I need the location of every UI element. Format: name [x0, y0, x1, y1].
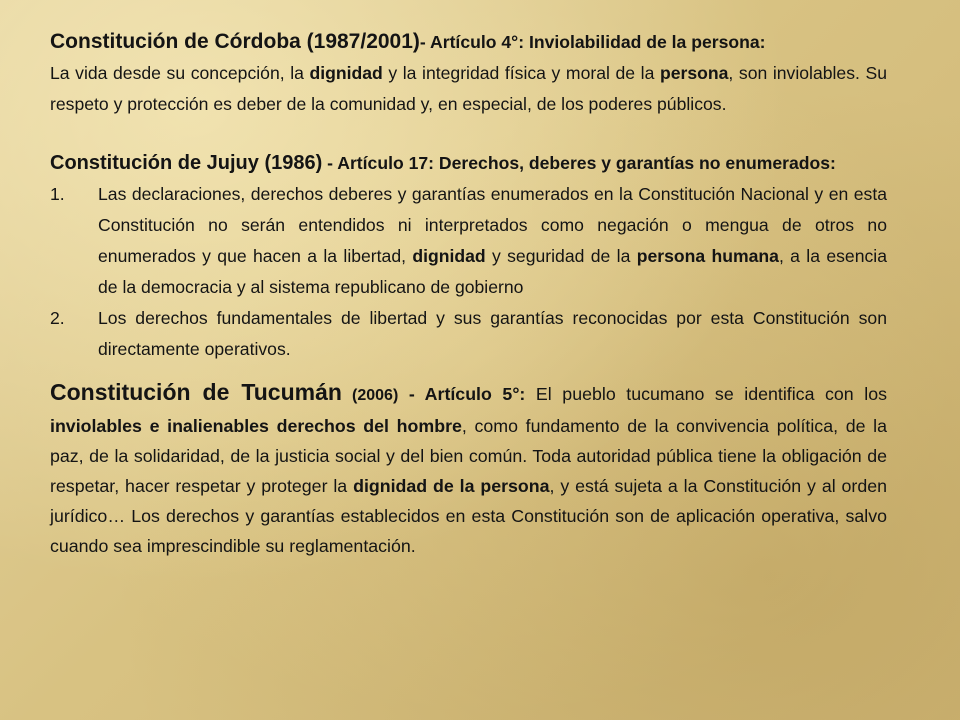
tucuman-text-1: inviolables e inalienables derechos del hombre — [50, 416, 462, 436]
tucuman-year: (2006) — [341, 387, 399, 404]
list-item-text-0: Los derechos fundamentales de libertad y sus garantías reconocidas por esta Constitución son directamente operativos. — [98, 308, 887, 359]
list-item-text-2: y seguridad de la — [485, 246, 637, 266]
list-item-text-3: persona humana — [636, 246, 779, 266]
cordoba-title: Constitución de Córdoba (1987/2001) — [50, 30, 420, 53]
tucuman-text-0: El pueblo tucumano se identifica con los — [525, 384, 888, 404]
jujuy-heading — [50, 148, 887, 179]
cordoba-text-1: dignidad — [309, 63, 383, 83]
list-item-number: 2. — [50, 308, 65, 328]
tucuman-text-2: , como fundamento de la convivencia política, de la paz, de la solidaridad, de la justicia social y del bien común. Toda autoridad pública tiene la obligación de respetar, hacer respetar y proteger la — [50, 416, 887, 496]
list-item-text — [98, 179, 887, 303]
cordoba-article: - Artículo 4°: Inviolabilidad de la persona: — [419, 32, 766, 52]
cordoba-text-4: , son inviolables. Su respeto y protección es deber de la comunidad y, en especial, de los poderes públicos. — [50, 63, 888, 114]
cordoba-text-3: persona — [659, 63, 729, 83]
list-item-text-4: , a la esencia de la democracia y al sistema republicano de gobierno — [98, 246, 887, 297]
jujuy-title: Constitución de Jujuy (1986) — [50, 152, 323, 174]
slide-content — [50, 26, 887, 561]
list-item — [50, 303, 887, 365]
tucuman-text-4: , y está sujeta a la Constitución y al orden jurídico… Los derechos y garantías establecidos en esta Constitución son de aplicación operativa, salvo cuando sea imprescindible su reglamentación. — [50, 476, 888, 556]
jujuy-article: - Artículo 17: Derechos, deberes y garantías no enumerados: — [322, 153, 836, 173]
list-item — [50, 179, 887, 303]
jujuy-list — [50, 179, 887, 365]
tucuman-text-3: dignidad de la persona — [353, 476, 550, 496]
tucuman-title: Constitución de Tucumán — [50, 379, 342, 405]
cordoba-body — [50, 58, 887, 120]
tucuman-article: - Artículo 5°: — [398, 384, 526, 404]
jujuy-section — [50, 148, 887, 365]
list-item-number: 1. — [50, 184, 65, 204]
cordoba-section — [50, 26, 887, 120]
cordoba-text-0: La vida desde su concepción, la — [50, 63, 310, 83]
list-item-text-1: dignidad — [412, 246, 486, 266]
list-item-text-0: Las declaraciones, derechos deberes y garantías enumerados en la Constitución Nacional y en esta Constitución no serán entendidos ni interpretados como negación o mengua de otros no enumerados y que hacen a la libertad, — [98, 184, 887, 266]
list-item-text — [98, 303, 887, 365]
tucuman-section — [50, 377, 887, 561]
cordoba-text-2: y la integridad física y moral de la — [382, 63, 660, 83]
